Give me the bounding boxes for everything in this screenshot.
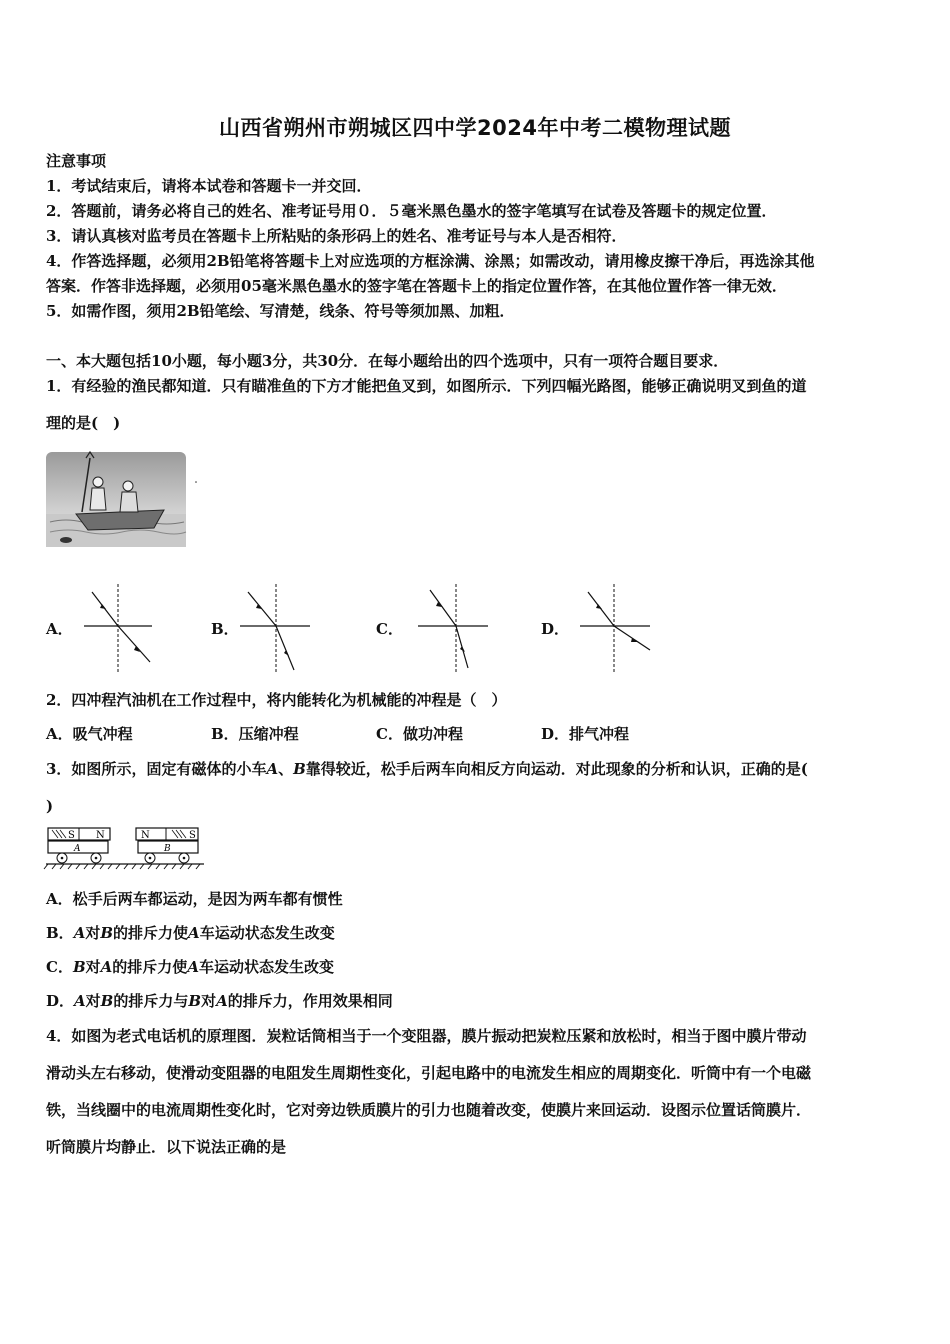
question-1-stem-cont: 理的是( ) (46, 414, 121, 432)
option-d: D．A对B的排斥力与B对A的排斥力，作用效果相同 (46, 992, 393, 1010)
cart-a-pole-1: S (68, 830, 75, 841)
option-a: A．吸气冲程 (46, 725, 133, 743)
option-label: D． (541, 620, 570, 638)
question-4-stem-cont: 听筒膜片均静止．以下说法正确的是 (46, 1138, 287, 1156)
option-c: C．B对A的排斥力使A车运动状态发生改变 (46, 958, 334, 976)
question-4-stem: 4．如图为老式电话机的原理图．炭粒话筒相当于一个变阻器，膜片振动把炭粒压紧和放松时，相当于图中膜片带动 (46, 1027, 807, 1045)
option-label: A． (46, 620, 73, 638)
question-4-stem-cont: 铁，当线圈中的电流周期性变化时，它对旁边铁质膜片的引力也随着改变，使膜片来回运动．设图示位置话筒膜片． (46, 1101, 812, 1119)
light-path-diagram-a (84, 584, 156, 672)
question-3-stem: 3．如图所示，固定有磁体的小车A、B靠得较近，松手后两车向相反方向运动．对此现象的分析和认识，正确的是( (46, 760, 808, 778)
notice-item: 答案．作答非选择题，必须用05毫米黑色墨水的签字笔在答题卡上的指定位置作答，在其他位置作答一律无效． (46, 277, 787, 295)
light-path-diagram-b (240, 584, 312, 674)
notice-item: 5．如需作图，须用2B铅笔绘、写清楚，线条、符号等须加黑、加粗． (46, 302, 515, 320)
light-path-diagram-c (418, 584, 490, 674)
question-3-stem-cont: ) (46, 797, 54, 815)
notice-item: 2．答题前，请务必将自己的姓名、准考证号用０．５毫米黑色墨水的签字笔填写在试卷及答题卡的规定位置． (46, 202, 777, 220)
option-b: B．A对B的排斥力使A车运动状态发生改变 (46, 924, 335, 942)
notice-item: 1．考试结束后，请将本试卷和答题卡一并交回． (46, 177, 372, 195)
option-a: A．松手后两车都运动，是因为两车都有惯性 (46, 890, 343, 908)
notice-heading: 注意事项 (46, 152, 107, 170)
notice-item: 4．作答选择题，必须用2B铅笔将答题卡上对应选项的方框涂满、涂黑；如需改动，请用橡皮擦干净后，再选涂其他 (46, 252, 815, 270)
option-label: B． (211, 620, 239, 638)
cart-b-pole-2: S (189, 830, 196, 841)
fishing-illustration (46, 452, 196, 552)
question-2-stem: 2．四冲程汽油机在工作过程中，将内能转化为机械能的冲程是（ ） (46, 691, 507, 709)
question-4-stem-cont: 滑动头左右移动，使滑动变阻器的电阻发生周期性变化，引起电路中的电流发生相应的周期变化．听筒中有一个电磁 (46, 1064, 812, 1082)
cart-a-pole-2: N (96, 830, 105, 841)
option-c: C．做功冲程 (376, 725, 463, 743)
cart-b-pole-1: N (141, 830, 150, 841)
cart-b-name: B (164, 844, 171, 854)
option-d: D．排气冲程 (541, 725, 630, 743)
light-path-diagram-d (580, 584, 652, 674)
question-1-stem: 1．有经验的渔民都知道．只有瞄准鱼的下方才能把鱼叉到，如图所示．下列四幅光路图，能够正确说明叉到鱼的道 (46, 377, 807, 395)
cart-a-name: A (74, 844, 81, 854)
section-heading: 一、本大题包括10小题，每小题3分，共30分．在每小题给出的四个选项中，只有一项符合题目要求． (46, 352, 729, 370)
magnet-carts-figure (46, 826, 206, 870)
page-title: 山西省朔州市朔城区四中学2024年中考二模物理试题 (219, 116, 731, 140)
option-label: C． (376, 620, 403, 638)
option-b: B．压缩冲程 (211, 725, 299, 743)
notice-item: 3．请认真核对监考员在答题卡上所粘贴的条形码上的姓名、准考证号与本人是否相符． (46, 227, 627, 245)
